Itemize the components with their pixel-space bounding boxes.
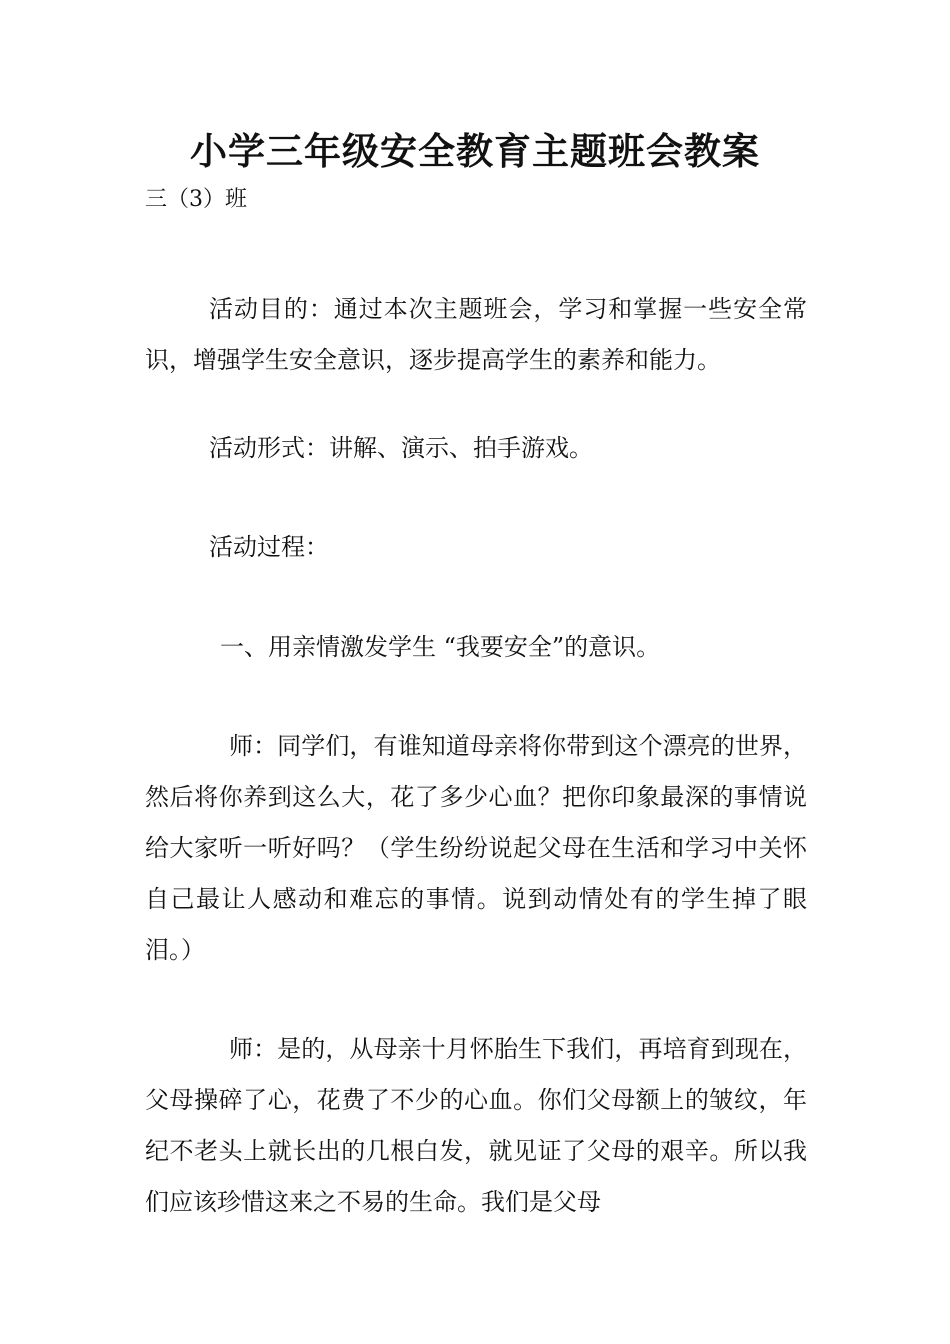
class-label: 三（3）班 (145, 187, 247, 212)
section-heading-1: 一、用亲情激发学生 “我要安全”的意识。 (220, 633, 661, 661)
paragraph-teacher-2: 师：是的，从母亲十月怀胎生下我们，再培育到现在，父母操碎了心，花费了不少的心血。你们父母额上的皱纹，年纪不老头上就长出的几根白发，就见证了父母的艰辛。所以我们应该珍惜这来之不易的生命。我们是父母 (145, 1035, 807, 1216)
paragraph-teacher-1: 师：同学们，有谁知道母亲将你带到这个漂亮的世界，然后将你养到这么大，花了多少心血？把你印象最深的事情说给大家听一听好吗？（学生纷纷说起父母在生活和学习中关怀自己最让人感动和难忘的事情。说到动情处有的学生掉了眼泪。） (145, 732, 807, 964)
document-title: 小学三年级安全教育主题班会教案 (190, 130, 760, 173)
paragraph-purpose: 活动目的：通过本次主题班会，学习和掌握一些安全常识，增强学生安全意识，逐步提高学生的素养和能力。 (145, 295, 807, 374)
paragraph-format: 活动形式：讲解、演示、拍手游戏。 (209, 434, 593, 462)
paragraph-process-heading: 活动过程： (209, 533, 329, 561)
